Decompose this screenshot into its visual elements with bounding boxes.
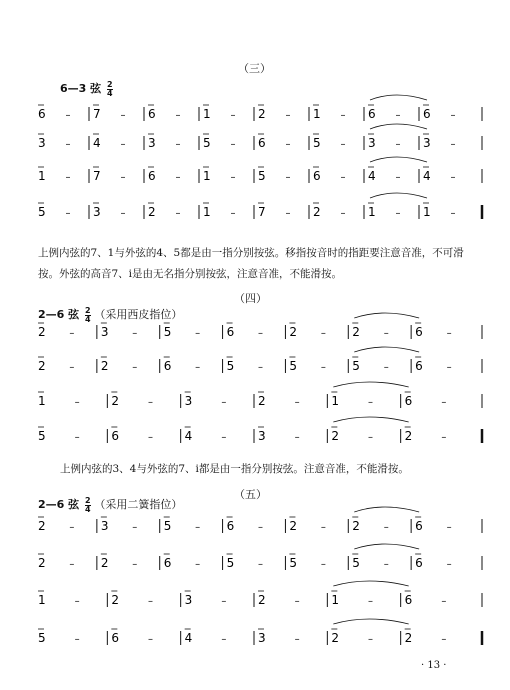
- dash-mark: –: [74, 397, 80, 408]
- note-digit: 7: [93, 169, 101, 183]
- dash-mark: –: [294, 397, 300, 408]
- slur: [370, 95, 427, 100]
- note-digit: 6: [415, 325, 423, 339]
- dash-mark: –: [395, 208, 401, 219]
- note-digit: 3: [38, 136, 46, 150]
- dash-mark: –: [148, 397, 153, 408]
- note-digit: 3: [100, 519, 109, 533]
- dash-mark: –: [368, 596, 373, 607]
- note-digit: 5: [38, 631, 46, 645]
- page-number: · 13 ·: [421, 660, 447, 671]
- dash-mark: –: [175, 110, 181, 121]
- dash-mark: –: [340, 110, 346, 121]
- slur: [370, 157, 427, 162]
- dash-mark: –: [294, 432, 300, 443]
- note-digit: 6: [368, 107, 376, 121]
- dash-mark: –: [258, 559, 263, 570]
- dash-mark: –: [450, 208, 456, 219]
- note-digit: 6: [415, 359, 423, 373]
- note-digit: 4: [93, 136, 101, 150]
- note-digit: 5: [289, 359, 298, 373]
- note-digit: 2: [148, 205, 156, 219]
- dash-mark: –: [132, 328, 138, 339]
- note-digit: 1: [203, 205, 211, 219]
- dash-mark: –: [221, 596, 227, 607]
- dash-mark: –: [446, 328, 452, 339]
- dash-mark: –: [294, 596, 300, 607]
- section-key-5: [38, 496, 182, 514]
- dash-mark: –: [285, 110, 291, 121]
- slur: [333, 417, 408, 422]
- dash-mark: –: [65, 172, 71, 183]
- dash-mark: –: [195, 328, 201, 339]
- note-digit: 2: [404, 429, 413, 443]
- note-digit: 2: [38, 519, 46, 533]
- note-digit: 3: [148, 136, 156, 150]
- note-digit: 5: [163, 325, 172, 339]
- note-digit: 5: [289, 556, 298, 570]
- note-digit: 6: [404, 394, 413, 408]
- fingering-note: （采用西皮指位）: [94, 308, 183, 321]
- note-digit: 6: [404, 593, 413, 607]
- dash-mark: –: [383, 328, 389, 339]
- dash-mark: –: [395, 139, 401, 150]
- note-digit: 5: [203, 136, 211, 150]
- note-digit: 4: [423, 169, 431, 183]
- note-digit: 2: [313, 205, 321, 219]
- note-digit: 3: [258, 429, 266, 443]
- dash-mark: –: [74, 432, 80, 443]
- dash-mark: –: [446, 362, 452, 373]
- note-digit: 6: [38, 107, 46, 121]
- dash-mark: –: [175, 208, 181, 219]
- note-digit: 1: [203, 169, 211, 183]
- note-digit: 5: [352, 556, 360, 570]
- slur: [370, 193, 427, 198]
- dash-mark: –: [221, 432, 227, 443]
- dash-mark: –: [395, 172, 401, 183]
- dash-mark: –: [340, 172, 346, 183]
- dash-mark: –: [285, 208, 291, 219]
- note-digit: 2: [111, 593, 119, 607]
- note-digit: 2: [258, 593, 266, 607]
- dash-mark: –: [132, 559, 138, 570]
- key-label: 2—6 弦: [38, 498, 80, 511]
- note-digit: 6: [163, 359, 172, 373]
- note-digit: 1: [331, 593, 339, 607]
- note-digit: 7: [258, 205, 266, 219]
- dash-mark: –: [441, 596, 447, 607]
- note-digit: 2: [289, 519, 298, 533]
- dash-mark: –: [148, 596, 153, 607]
- dash-mark: –: [195, 362, 201, 373]
- dash-mark: –: [320, 559, 326, 570]
- dash-mark: –: [258, 522, 263, 533]
- note-digit: 6: [415, 556, 423, 570]
- dash-mark: –: [65, 110, 71, 121]
- dash-mark: –: [175, 172, 181, 183]
- note-digit: 1: [331, 394, 339, 408]
- dash-mark: –: [120, 172, 126, 183]
- dash-mark: –: [320, 328, 326, 339]
- dash-mark: –: [69, 328, 75, 339]
- key-label: 2—6 弦: [38, 308, 80, 321]
- dash-mark: –: [230, 110, 236, 121]
- slur: [370, 124, 427, 129]
- note-digit: 2: [111, 394, 119, 408]
- dash-mark: –: [320, 362, 326, 373]
- note-digit: 5: [352, 359, 360, 373]
- note-digit: 3: [100, 325, 109, 339]
- time-signature: $\frac{2}{4}$: [84, 305, 91, 324]
- note-digit: 5: [313, 136, 321, 150]
- dash-mark: –: [446, 559, 452, 570]
- dash-mark: –: [340, 139, 346, 150]
- note-digit: 6: [148, 169, 156, 183]
- dash-mark: –: [258, 362, 263, 373]
- dash-mark: –: [69, 559, 75, 570]
- dash-mark: –: [65, 139, 71, 150]
- dash-mark: –: [368, 397, 373, 408]
- dash-mark: –: [285, 172, 291, 183]
- dash-mark: –: [395, 110, 401, 121]
- fingering-note: （采用二簧指位）: [94, 498, 183, 511]
- dash-mark: –: [74, 634, 80, 645]
- note-digit: 2: [38, 325, 46, 339]
- dash-mark: –: [195, 522, 201, 533]
- time-signature: $\frac{2}{4}$: [84, 495, 91, 514]
- note-digit: 3: [184, 593, 193, 607]
- dash-mark: –: [120, 110, 126, 121]
- dash-mark: –: [450, 172, 456, 183]
- dash-mark: –: [368, 634, 373, 645]
- note-digit: 6: [148, 107, 156, 121]
- dash-mark: –: [120, 208, 126, 219]
- dash-mark: –: [441, 634, 447, 645]
- note-digit: 2: [258, 107, 266, 121]
- dash-mark: –: [74, 596, 80, 607]
- explanation-paragraph-2: 上例内弦的3、4与外弦的7、i都是由一指分别按弦。注意音准，不能滑按。: [60, 463, 409, 475]
- note-digit: 5: [38, 429, 46, 443]
- note-digit: 1: [38, 394, 46, 408]
- dash-mark: –: [450, 110, 456, 121]
- note-digit: 1: [38, 169, 46, 183]
- note-digit: 2: [38, 556, 46, 570]
- note-digit: 6: [423, 107, 431, 121]
- section-key-4: [38, 306, 182, 324]
- note-digit: 2: [404, 631, 413, 645]
- slur: [333, 581, 408, 586]
- dash-mark: –: [450, 139, 456, 150]
- key-label: 6—3 弦: [60, 82, 102, 95]
- note-digit: 4: [184, 631, 193, 645]
- time-signature: $\frac{2}{4}$: [106, 79, 113, 98]
- note-digit: 6: [226, 519, 235, 533]
- dash-mark: –: [175, 139, 181, 150]
- note-digit: 6: [163, 556, 172, 570]
- slur: [333, 382, 408, 387]
- note-digit: 2: [258, 394, 266, 408]
- section-title-4: （四）: [234, 292, 267, 305]
- slur: [333, 619, 408, 624]
- note-digit: 6: [226, 325, 235, 339]
- dash-mark: –: [230, 208, 236, 219]
- dash-mark: –: [120, 139, 126, 150]
- note-digit: 6: [415, 519, 423, 533]
- dash-mark: –: [441, 432, 447, 443]
- note-digit: 5: [226, 556, 235, 570]
- slur: [354, 544, 419, 549]
- dash-mark: –: [221, 634, 227, 645]
- slur: [354, 313, 419, 318]
- dash-mark: –: [441, 397, 447, 408]
- slur: [354, 507, 419, 512]
- note-digit: 4: [184, 429, 193, 443]
- note-digit: 1: [313, 107, 321, 121]
- note-digit: 2: [289, 325, 298, 339]
- dash-mark: –: [132, 362, 138, 373]
- explanation-paragraph-1: 上例内弦的7、1与外弦的4、5都是由一指分别按弦。移指按音时的指距要注意音准，不可滑按。外弦的高音7、i是由无名指分别按弦，注意音准，不能滑按。: [38, 247, 464, 280]
- note-digit: 2: [100, 556, 109, 570]
- dash-mark: –: [258, 328, 263, 339]
- dash-mark: –: [132, 522, 138, 533]
- note-digit: 5: [258, 169, 266, 183]
- dash-mark: –: [320, 522, 326, 533]
- note-digit: 6: [111, 429, 119, 443]
- note-digit: 3: [93, 205, 101, 219]
- dash-mark: –: [148, 634, 153, 645]
- note-digit: 2: [352, 325, 360, 339]
- dash-mark: –: [148, 432, 153, 443]
- note-digit: 4: [368, 169, 376, 183]
- note-digit: 1: [423, 205, 431, 219]
- note-digit: 6: [111, 631, 119, 645]
- note-digit: 6: [313, 169, 321, 183]
- note-digit: 3: [258, 631, 266, 645]
- note-digit: 2: [331, 631, 339, 645]
- dash-mark: –: [69, 522, 75, 533]
- dash-mark: –: [368, 432, 373, 443]
- note-digit: 2: [100, 359, 109, 373]
- note-digit: 5: [163, 519, 172, 533]
- dash-mark: –: [340, 208, 346, 219]
- note-digit: 2: [352, 519, 360, 533]
- note-digit: 2: [38, 359, 46, 373]
- slur: [354, 347, 419, 352]
- dash-mark: –: [383, 362, 389, 373]
- note-digit: 7: [93, 107, 101, 121]
- dash-mark: –: [195, 559, 201, 570]
- note-digit: 1: [203, 107, 211, 121]
- dash-mark: –: [446, 522, 452, 533]
- note-digit: 2: [331, 429, 339, 443]
- note-digit: 5: [226, 359, 235, 373]
- note-digit: 5: [38, 205, 46, 219]
- dash-mark: –: [285, 139, 291, 150]
- dash-mark: –: [221, 397, 227, 408]
- section-title-3: （三）: [238, 62, 271, 75]
- dash-mark: –: [230, 172, 236, 183]
- note-digit: 3: [423, 136, 431, 150]
- note-digit: 3: [184, 394, 193, 408]
- dash-mark: –: [383, 522, 389, 533]
- note-digit: 1: [38, 593, 46, 607]
- dash-mark: –: [383, 559, 389, 570]
- dash-mark: –: [294, 634, 300, 645]
- dash-mark: –: [230, 139, 236, 150]
- section-title-5: （五）: [234, 488, 267, 501]
- note-digit: 1: [368, 205, 376, 219]
- dash-mark: –: [65, 208, 71, 219]
- dash-mark: –: [69, 362, 75, 373]
- note-digit: 6: [258, 136, 266, 150]
- note-digit: 3: [368, 136, 376, 150]
